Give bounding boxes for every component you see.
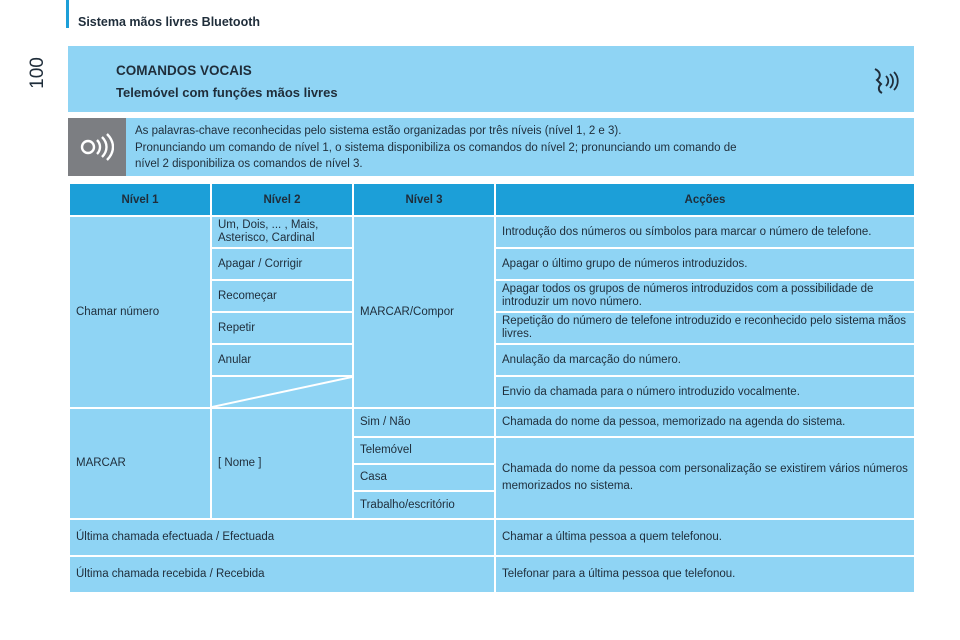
table-row [69, 216, 915, 248]
level1-cell: MARCAR [69, 408, 211, 519]
action-cell: Introdução dos números ou símbolos para marcar o número de telefone. [495, 216, 915, 248]
empty-diagonal-cell [211, 376, 353, 408]
level3-cell: Telemóvel [353, 437, 495, 464]
action-cell: Anulação da marcação do número. [495, 344, 915, 376]
diagonal-line [212, 377, 352, 407]
header-level-2: Nível 2 [211, 183, 353, 216]
command-cell: Última chamada efectuada / Efectuada [69, 519, 495, 556]
level2-cell: Anular [211, 344, 353, 376]
level2-cell: Recomeçar [211, 280, 353, 312]
table-row [69, 556, 915, 593]
intro-line: Pronunciando um comando de nível 1, o sistema disponibiliza os comandos do nível 2; pronunciando um comando de [135, 141, 737, 154]
level3-cell: MARCAR/Compor [353, 216, 495, 408]
intro-box [68, 118, 914, 176]
level2-cell: Repetir [211, 312, 353, 344]
action-cell: Repetição do número de telefone introduzido e reconhecido pelo sistema mãos livres. [495, 312, 915, 344]
header-level-3: Nível 3 [353, 183, 495, 216]
section-title-box [68, 46, 914, 112]
level1-cell: Chamar número [69, 216, 211, 408]
level3-cell: Trabalho/escritório [353, 491, 495, 519]
section-title: COMANDOS VOCAIS [116, 63, 252, 78]
table-row [69, 519, 915, 556]
level2-cell: Um, Dois, ... , Mais, Asterisco, Cardinal [211, 216, 353, 248]
section-subtitle: Telemóvel com funções mãos livres [116, 85, 338, 100]
command-cell: Última chamada recebida / Recebida [69, 556, 495, 593]
intro-icon-box [68, 118, 126, 176]
voice-waves-icon [80, 132, 114, 162]
action-cell: Chamada do nome da pessoa com personalização se existirem vários números memorizados no sistema. [495, 437, 915, 519]
action-cell: Apagar todos os grupos de números introduzidos com a possibilidade de introduzir um novo número. [495, 280, 915, 312]
intro-text [135, 123, 905, 173]
action-cell: Chamada do nome da pessoa, memorizado na agenda do sistema. [495, 408, 915, 437]
header-level-1: Nível 1 [69, 183, 211, 216]
action-cell: Telefonar para a última pessoa que telefonou. [495, 556, 915, 593]
table-header-row [69, 183, 915, 216]
action-cell: Envio da chamada para o número introduzido vocalmente. [495, 376, 915, 408]
level2-cell: [ Nome ] [211, 408, 353, 519]
intro-line: nível 2 disponibiliza os comandos de nível 3. [135, 158, 363, 170]
table-row [69, 408, 915, 437]
action-cell: Apagar o último grupo de números introduzidos. [495, 248, 915, 280]
running-header: Sistema mãos livres Bluetooth [78, 15, 261, 29]
intro-line: As palavras-chave reconhecidas pelo sistema estão organizadas por três níveis (nível 1, 2 e 3). [135, 125, 622, 137]
level2-cell: Apagar / Corrigir [211, 248, 353, 280]
sidebar-accent-line [66, 0, 69, 28]
level3-cell: Casa [353, 464, 495, 491]
level3-cell: Sim / Não [353, 408, 495, 437]
action-cell: Chamar a última pessoa a quem telefonou. [495, 519, 915, 556]
page-number: 100 [26, 57, 48, 89]
header-actions: Acções [495, 183, 915, 216]
voice-command-icon [870, 66, 900, 96]
voice-commands-table [68, 182, 916, 594]
